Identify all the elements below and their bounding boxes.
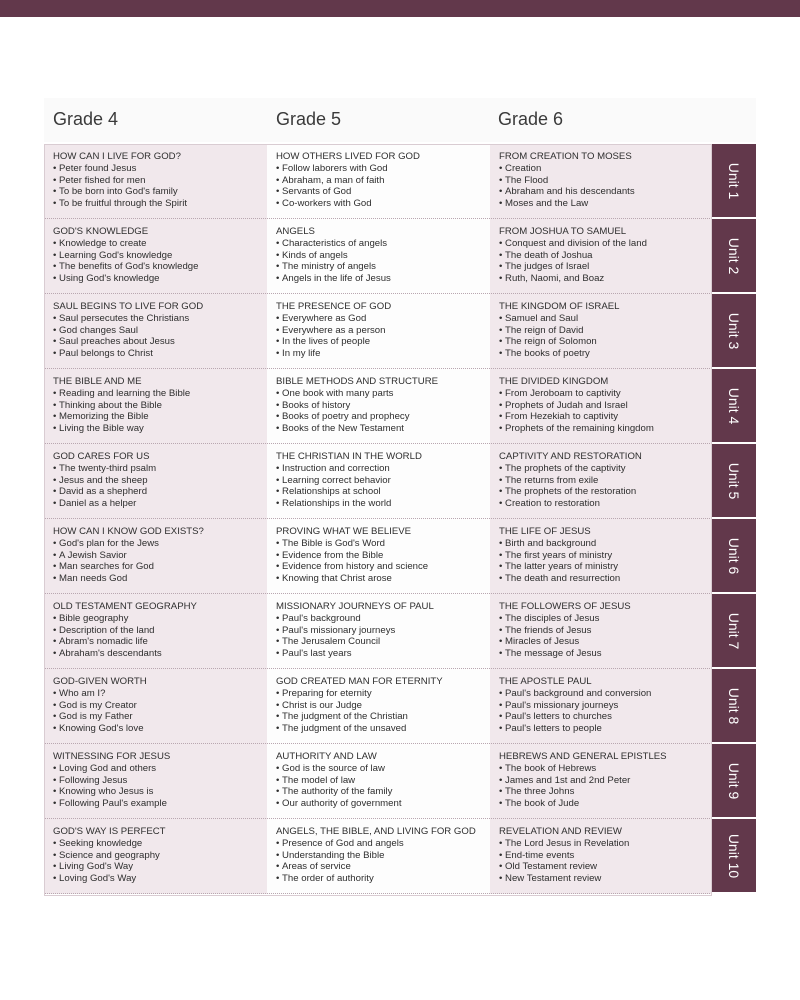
unit-title: CAPTIVITY AND RESTORATION	[499, 451, 642, 462]
unit-label: Unit 2	[726, 237, 742, 274]
grade-4-unit-cell	[44, 744, 267, 819]
topic-item: • Paul's missionary journeys	[276, 625, 490, 637]
unit-label: Unit 5	[726, 462, 742, 499]
unit-row	[44, 369, 756, 444]
topic-item: • Peter fished for men	[53, 175, 267, 187]
unit-tab	[712, 519, 756, 592]
topic-item: • God changes Saul	[53, 325, 267, 337]
grade-6-unit-cell	[490, 144, 712, 219]
grade-header-row	[44, 98, 756, 142]
topic-item: • Presence of God and angels	[276, 838, 490, 850]
grade-4-unit-cell	[44, 219, 267, 294]
grade-6-unit-cell	[490, 819, 712, 894]
topic-item: • Knowing who Jesus is	[53, 786, 267, 798]
unit-title: MISSIONARY JOURNEYS OF PAUL	[276, 601, 434, 612]
grade-6-unit-cell	[490, 519, 712, 594]
topic-item: • The judgment of the Christian	[276, 711, 490, 723]
grade-6-unit-cell	[490, 669, 712, 744]
topic-item: • Paul's background	[276, 613, 490, 625]
topic-item: • Following Paul's example	[53, 798, 267, 810]
topic-item: • Living God's Way	[53, 861, 267, 873]
topic-item: • Paul belongs to Christ	[53, 348, 267, 360]
topic-item: • The books of poetry	[499, 348, 712, 360]
unit-title: GOD'S WAY IS PERFECT	[53, 826, 166, 837]
topic-item: • God is my Father	[53, 711, 267, 723]
grade-5-unit-cell	[267, 594, 490, 669]
topic-item: • The disciples of Jesus	[499, 613, 712, 625]
topic-item: • Description of the land	[53, 625, 267, 637]
topic-item: • Peter found Jesus	[53, 163, 267, 175]
grade-5-unit-cell	[267, 744, 490, 819]
grade-5-heading: Grade 5	[276, 109, 342, 129]
topic-item: • To be born into God's family	[53, 186, 267, 198]
topic-item: • Kinds of angels	[276, 250, 490, 262]
topic-item: • Saul preaches about Jesus	[53, 336, 267, 348]
topic-item: • Relationships at school	[276, 486, 490, 498]
topic-item: • Thinking about the Bible	[53, 400, 267, 412]
topic-item: • Understanding the Bible	[276, 850, 490, 862]
unit-label: Unit 1	[726, 162, 742, 199]
topic-item: • God is my Creator	[53, 700, 267, 712]
topic-item: • Evidence from the Bible	[276, 550, 490, 562]
topic-item: • The authority of the family	[276, 786, 490, 798]
unit-tab	[712, 144, 756, 217]
unit-title: HOW OTHERS LIVED FOR GOD	[276, 151, 420, 162]
unit-label: Unit 9	[726, 762, 742, 799]
grade-4-unit-cell	[44, 594, 267, 669]
unit-title: THE LIFE OF JESUS	[499, 526, 591, 537]
topic-item: • Characteristics of angels	[276, 238, 490, 250]
topic-item: • The twenty-third psalm	[53, 463, 267, 475]
topic-item: • The book of Hebrews	[499, 763, 712, 775]
topic-item: • New Testament review	[499, 873, 712, 885]
topic-item: • Seeking knowledge	[53, 838, 267, 850]
topic-item: • Our authority of government	[276, 798, 490, 810]
topic-item: • Follow laborers with God	[276, 163, 490, 175]
grade-4-unit-cell	[44, 519, 267, 594]
unit-row	[44, 744, 756, 819]
grade-6-unit-cell	[490, 744, 712, 819]
unit-title: OLD TESTAMENT GEOGRAPHY	[53, 601, 197, 612]
topic-item: • Angels in the life of Jesus	[276, 273, 490, 285]
topic-item: • The first years of ministry	[499, 550, 712, 562]
topic-item: • The Bible is God's Word	[276, 538, 490, 550]
topic-item: • The Lord Jesus in Revelation	[499, 838, 712, 850]
topic-item: • The message of Jesus	[499, 648, 712, 660]
topic-item: • Birth and background	[499, 538, 712, 550]
topic-item: • Everywhere as a person	[276, 325, 490, 337]
unit-title: GOD'S KNOWLEDGE	[53, 226, 149, 237]
topic-item: • One book with many parts	[276, 388, 490, 400]
unit-title: WITNESSING FOR JESUS	[53, 751, 171, 762]
topic-item: • Who am I?	[53, 688, 267, 700]
grade-5-unit-cell	[267, 369, 490, 444]
topic-item: • The latter years of ministry	[499, 561, 712, 573]
topic-item: • Daniel as a helper	[53, 498, 267, 510]
topic-item: • The ministry of angels	[276, 261, 490, 273]
unit-title: REVELATION AND REVIEW	[499, 826, 622, 837]
unit-title: HOW CAN I KNOW GOD EXISTS?	[53, 526, 204, 537]
topic-item: • Preparing for eternity	[276, 688, 490, 700]
topic-item: • Co-workers with God	[276, 198, 490, 210]
topic-item: • Living the Bible way	[53, 423, 267, 435]
grade-4-unit-cell	[44, 669, 267, 744]
unit-title: THE PRESENCE OF GOD	[276, 301, 392, 312]
topic-item: • Learning correct behavior	[276, 475, 490, 487]
topic-item: • To be fruitful through the Spirit	[53, 198, 267, 210]
unit-tab	[712, 744, 756, 817]
topic-item: • Paul's letters to people	[499, 723, 712, 735]
grade-4-heading: Grade 4	[53, 109, 119, 129]
topic-item: • Servants of God	[276, 186, 490, 198]
topic-item: • The Flood	[499, 175, 712, 187]
topic-item: • Using God's knowledge	[53, 273, 267, 285]
grade-5-unit-cell	[267, 144, 490, 219]
topic-item: • Science and geography	[53, 850, 267, 862]
row-divider	[44, 893, 712, 894]
topic-item: • The death of Joshua	[499, 250, 712, 262]
topic-item: • Books of the New Testament	[276, 423, 490, 435]
topic-item: • Knowing God's love	[53, 723, 267, 735]
unit-row	[44, 219, 756, 294]
topic-item: • The prophets of the restoration	[499, 486, 712, 498]
topic-item: • Abraham's descendants	[53, 648, 267, 660]
grade-5-unit-cell	[267, 669, 490, 744]
topic-item: • The reign of David	[499, 325, 712, 337]
topic-item: • From Hezekiah to captivity	[499, 411, 712, 423]
topic-item: • Instruction and correction	[276, 463, 490, 475]
topic-item: • In my life	[276, 348, 490, 360]
topic-item: • Creation to restoration	[499, 498, 712, 510]
grade-5-unit-cell	[267, 519, 490, 594]
topic-item: • Books of poetry and prophecy	[276, 411, 490, 423]
grade-4-unit-cell	[44, 819, 267, 894]
grade-6-unit-cell	[490, 594, 712, 669]
unit-label: Unit 3	[726, 312, 742, 349]
grade-5-unit-cell	[267, 219, 490, 294]
topic-item: • Everywhere as God	[276, 313, 490, 325]
topic-item: • Loving God and others	[53, 763, 267, 775]
topic-item: • James and 1st and 2nd Peter	[499, 775, 712, 787]
grade-4-unit-cell	[44, 144, 267, 219]
topic-item: • Saul persecutes the Christians	[53, 313, 267, 325]
topic-item: • Paul's letters to churches	[499, 711, 712, 723]
topic-item: • The book of Jude	[499, 798, 712, 810]
unit-row	[44, 819, 756, 894]
unit-tab	[712, 444, 756, 517]
grade-6-unit-cell	[490, 369, 712, 444]
unit-row	[44, 594, 756, 669]
unit-row	[44, 294, 756, 369]
unit-title: ANGELS	[276, 226, 315, 237]
unit-label: Unit 10	[726, 833, 742, 878]
topic-item: • Man needs God	[53, 573, 267, 585]
topic-item: • Following Jesus	[53, 775, 267, 787]
unit-tab	[712, 294, 756, 367]
topic-item: • The benefits of God's knowledge	[53, 261, 267, 273]
topic-item: • Abraham, a man of faith	[276, 175, 490, 187]
grade-6-unit-cell	[490, 294, 712, 369]
topic-item: • Abraham and his descendants	[499, 186, 712, 198]
unit-label: Unit 6	[726, 537, 742, 574]
topic-item: • Paul's missionary journeys	[499, 700, 712, 712]
unit-row	[44, 669, 756, 744]
grade-5-unit-cell	[267, 294, 490, 369]
unit-row	[44, 519, 756, 594]
topic-item: • God is the source of law	[276, 763, 490, 775]
topic-item: • Samuel and Saul	[499, 313, 712, 325]
topic-item: • A Jewish Savior	[53, 550, 267, 562]
grade-6-heading: Grade 6	[498, 109, 564, 129]
unit-title: THE APOSTLE PAUL	[499, 676, 592, 687]
topic-item: • Areas of service	[276, 861, 490, 873]
topic-item: • Reading and learning the Bible	[53, 388, 267, 400]
topic-item: • Evidence from history and science	[276, 561, 490, 573]
topic-item: • Bible geography	[53, 613, 267, 625]
unit-tab	[712, 369, 756, 442]
topic-item: • The three Johns	[499, 786, 712, 798]
top-accent-bar	[0, 0, 800, 17]
unit-title: GOD CARES FOR US	[53, 451, 150, 462]
unit-title: THE CHRISTIAN IN THE WORLD	[276, 451, 422, 462]
curriculum-table	[44, 144, 756, 896]
unit-title: HEBREWS AND GENERAL EPISTLES	[499, 751, 667, 762]
topic-item: • The friends of Jesus	[499, 625, 712, 637]
topic-item: • In the lives of people	[276, 336, 490, 348]
unit-title: GOD-GIVEN WORTH	[53, 676, 147, 687]
unit-label: Unit 4	[726, 387, 742, 424]
topic-item: • Loving God's Way	[53, 873, 267, 885]
topic-item: • Abram's nomadic life	[53, 636, 267, 648]
grade-6-unit-cell	[490, 219, 712, 294]
unit-title: BIBLE METHODS AND STRUCTURE	[276, 376, 439, 387]
topic-item: • The prophets of the captivity	[499, 463, 712, 475]
grade-4-unit-cell	[44, 294, 267, 369]
topic-item: • Books of history	[276, 400, 490, 412]
unit-title: SAUL BEGINS TO LIVE FOR GOD	[53, 301, 204, 312]
topic-item: • Old Testament review	[499, 861, 712, 873]
topic-item: • The death and resurrection	[499, 573, 712, 585]
unit-title: THE KINGDOM OF ISRAEL	[499, 301, 620, 312]
grade-5-unit-cell	[267, 819, 490, 894]
grade-5-unit-cell	[267, 444, 490, 519]
grade-6-unit-cell	[490, 444, 712, 519]
unit-title: AUTHORITY AND LAW	[276, 751, 377, 762]
topic-item: • David as a shepherd	[53, 486, 267, 498]
unit-tab	[712, 819, 756, 892]
topic-item: • End-time events	[499, 850, 712, 862]
topic-item: • The judgment of the unsaved	[276, 723, 490, 735]
topic-item: • Relationships in the world	[276, 498, 490, 510]
unit-title: FROM CREATION TO MOSES	[499, 151, 632, 162]
unit-title: FROM JOSHUA TO SAMUEL	[499, 226, 627, 237]
topic-item: • The model of law	[276, 775, 490, 787]
unit-row	[44, 144, 756, 219]
topic-item: • The order of authority	[276, 873, 490, 885]
topic-item: • The returns from exile	[499, 475, 712, 487]
unit-label: Unit 7	[726, 612, 742, 649]
topic-item: • The Jerusalem Council	[276, 636, 490, 648]
topic-item: • Prophets of Judah and Israel	[499, 400, 712, 412]
unit-row	[44, 444, 756, 519]
unit-title: ANGELS, THE BIBLE, AND LIVING FOR GOD	[276, 826, 476, 837]
topic-item: • The reign of Solomon	[499, 336, 712, 348]
topic-item: • Ruth, Naomi, and Boaz	[499, 273, 712, 285]
unit-title: THE FOLLOWERS OF JESUS	[499, 601, 631, 612]
unit-title: PROVING WHAT WE BELIEVE	[276, 526, 412, 537]
unit-tab	[712, 669, 756, 742]
topic-item: • Jesus and the sheep	[53, 475, 267, 487]
topic-item: • Conquest and division of the land	[499, 238, 712, 250]
unit-label: Unit 8	[726, 687, 742, 724]
topic-item: • Prophets of the remaining kingdom	[499, 423, 712, 435]
unit-title: THE DIVIDED KINGDOM	[499, 376, 609, 387]
topic-item: • Christ is our Judge	[276, 700, 490, 712]
topic-item: • Memorizing the Bible	[53, 411, 267, 423]
topic-item: • Knowledge to create	[53, 238, 267, 250]
unit-tab	[712, 219, 756, 292]
topic-item: • Knowing that Christ arose	[276, 573, 490, 585]
topic-item: • Man searches for God	[53, 561, 267, 573]
unit-title: HOW CAN I LIVE FOR GOD?	[53, 151, 181, 162]
topic-item: • Moses and the Law	[499, 198, 712, 210]
unit-title: THE BIBLE AND ME	[53, 376, 142, 387]
grade-4-unit-cell	[44, 369, 267, 444]
unit-tab	[712, 594, 756, 667]
topic-item: • Paul's background and conversion	[499, 688, 712, 700]
topic-item: • Learning God's knowledge	[53, 250, 267, 262]
topic-item: • Creation	[499, 163, 712, 175]
topic-item: • Paul's last years	[276, 648, 490, 660]
topic-item: • The judges of Israel	[499, 261, 712, 273]
topic-item: • Miracles of Jesus	[499, 636, 712, 648]
unit-title: GOD CREATED MAN FOR ETERNITY	[276, 676, 443, 687]
topic-item: • God's plan for the Jews	[53, 538, 267, 550]
grade-4-unit-cell	[44, 444, 267, 519]
topic-item: • From Jeroboam to captivity	[499, 388, 712, 400]
